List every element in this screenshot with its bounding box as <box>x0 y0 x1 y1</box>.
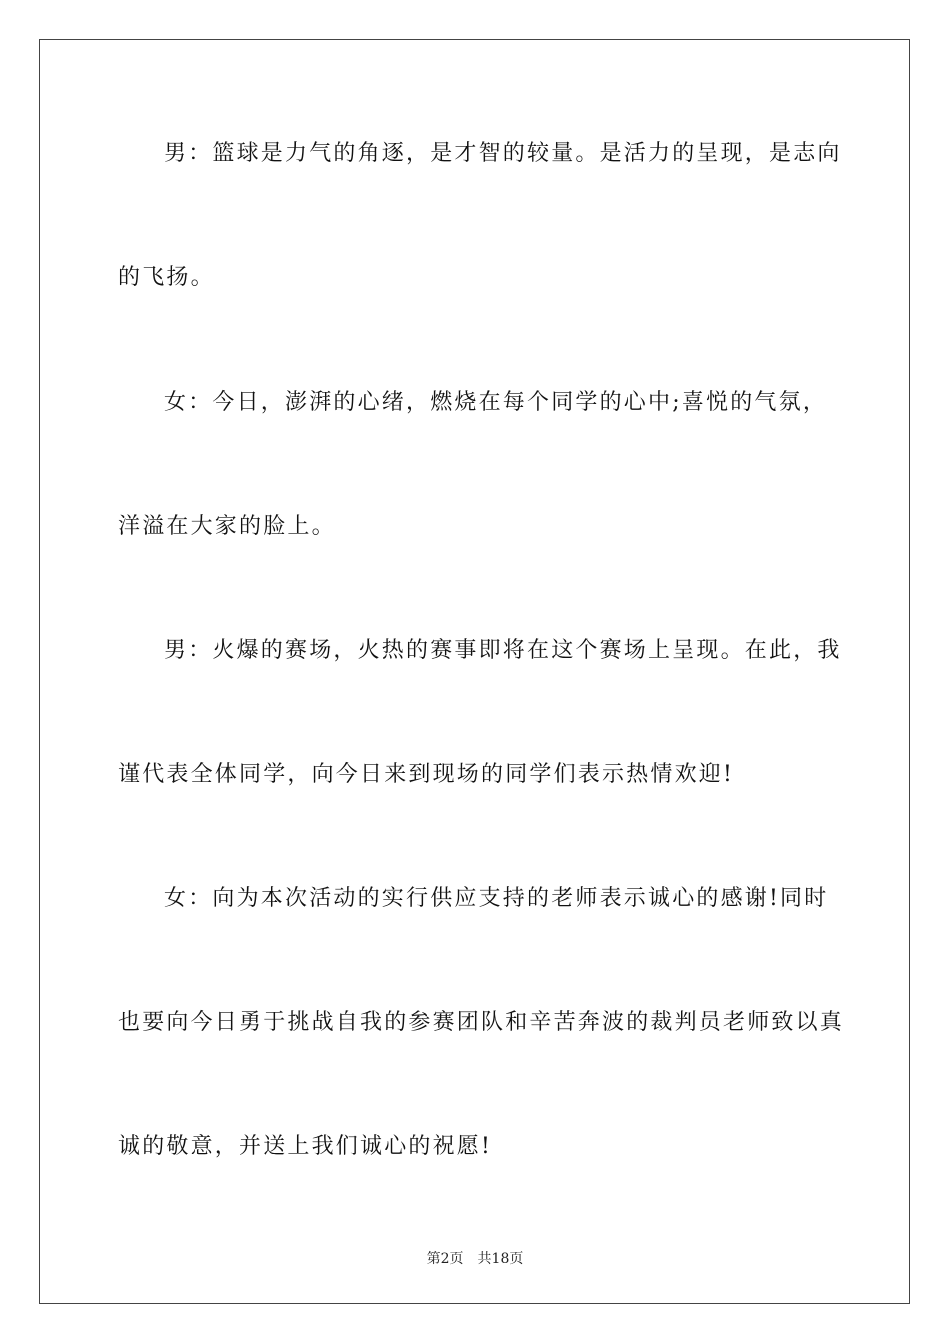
paragraph-4-line-1: 女：向为本次活动的实行供应支持的老师表示诚心的感谢!同时 <box>164 886 829 911</box>
paragraph-2-line-1: 女：今日，澎湃的心绪，燃烧在每个同学的心中;喜悦的气氛， <box>164 390 828 415</box>
paragraph-1-line-2: 的飞扬。 <box>118 265 215 290</box>
paragraph-1-line-1: 男：篮球是力气的角逐，是才智的较量。是活力的呈现，是志向 <box>164 141 842 166</box>
paragraph-3-line-2: 谨代表全体同学，向今日来到现场的同学们表示热情欢迎! <box>118 762 735 787</box>
page-border <box>39 39 910 1304</box>
page-number: 第2页 <box>426 1251 464 1267</box>
paragraph-4-line-2: 也要向今日勇于挑战自我的参赛团队和辛苦奔波的裁判员老师致以真 <box>118 1010 845 1035</box>
paragraph-2-line-2: 洋溢在大家的脸上。 <box>118 514 336 539</box>
paragraph-4-line-3: 诚的敬意，并送上我们诚心的祝愿! <box>118 1134 493 1159</box>
page-footer <box>0 1248 950 1268</box>
paragraph-3-line-1: 男：火爆的赛场，火热的赛事即将在这个赛场上呈现。在此，我 <box>164 638 842 663</box>
page-total: 共18页 <box>477 1251 524 1267</box>
